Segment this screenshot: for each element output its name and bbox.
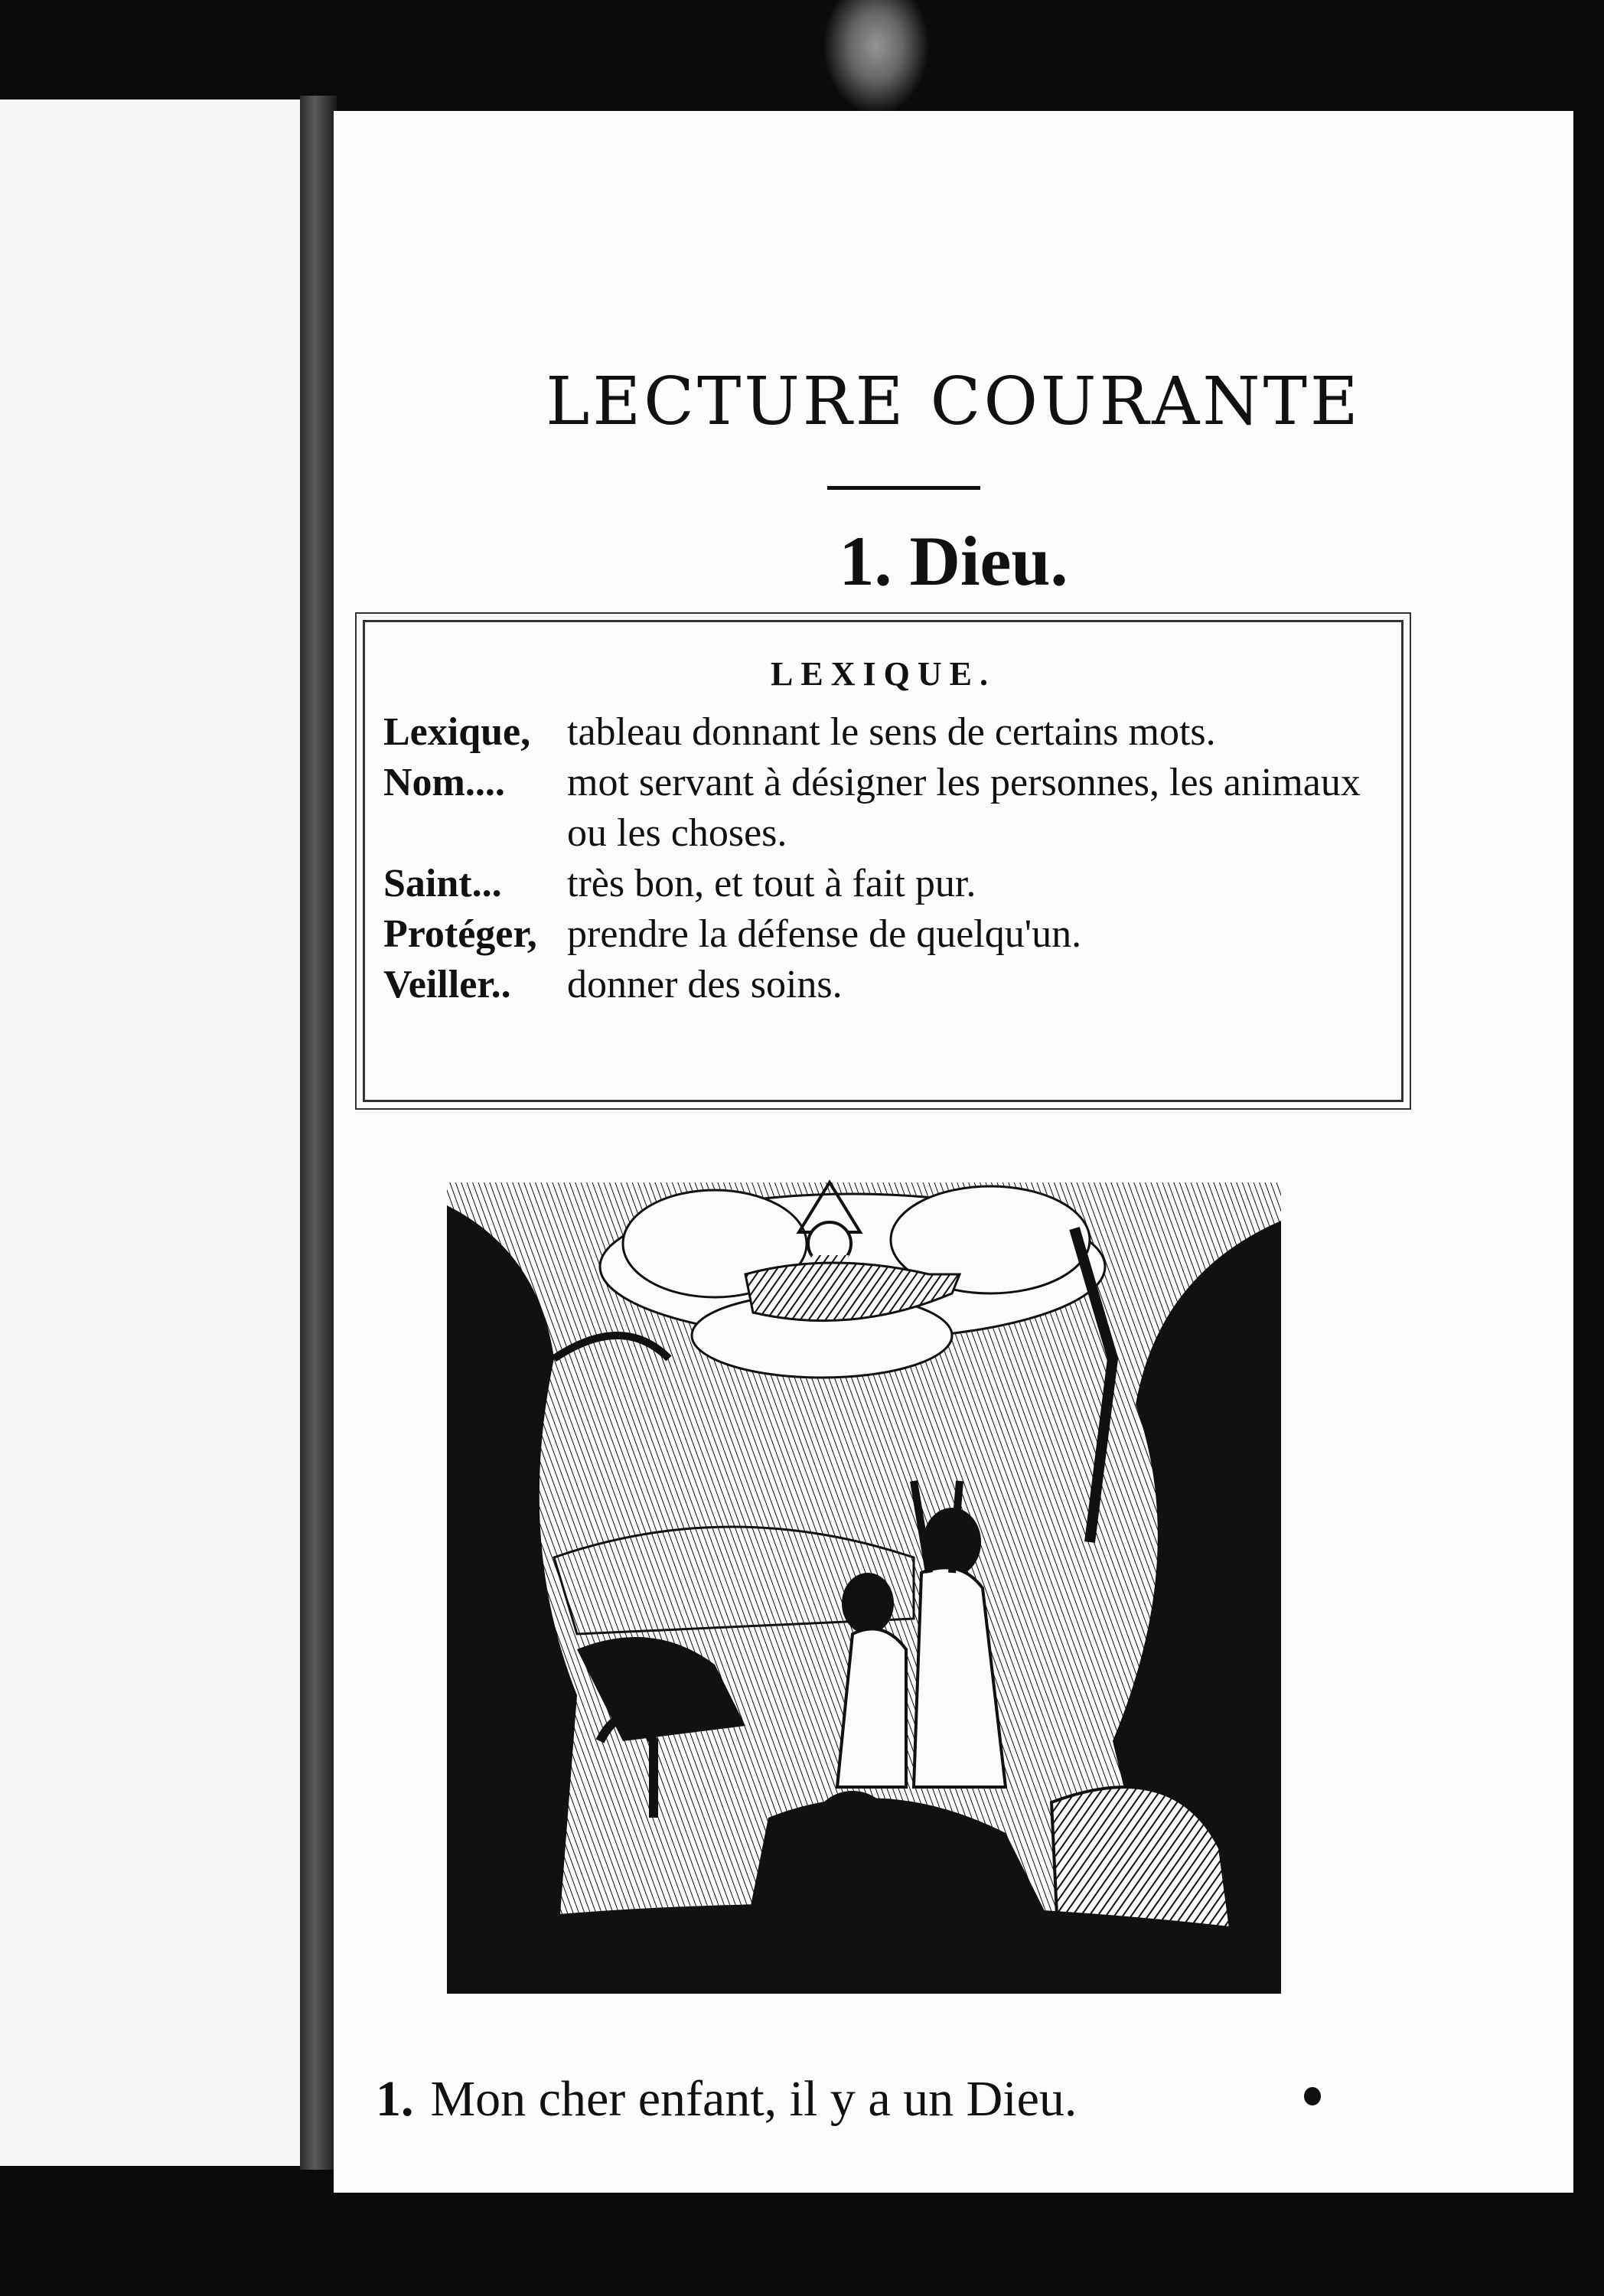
lexique-entry bbox=[383, 960, 1383, 1010]
lexique-entry bbox=[383, 859, 1383, 909]
ink-blot bbox=[1304, 2087, 1321, 2105]
lexique-term: Veiller.. bbox=[383, 963, 511, 1006]
lexique-definition: tableau donnant le sens de certains mots. bbox=[567, 710, 1216, 754]
scan-speck bbox=[823, 0, 930, 115]
heading-rule bbox=[827, 486, 980, 490]
lexique-definition: mot servant à désigner les personnes, les animaux ou les choses. bbox=[567, 761, 1361, 855]
creation-engraving bbox=[424, 1159, 1304, 2040]
lesson-title: 1. Dieu. bbox=[839, 522, 1068, 600]
lexique-definition: très bon, et tout à fait pur. bbox=[567, 862, 976, 905]
lexique-definition: prendre la défense de quelqu'un. bbox=[567, 912, 1082, 956]
lexique-term: Saint... bbox=[383, 862, 502, 905]
lexique-entry bbox=[383, 909, 1383, 960]
lexique-term: Lexique, bbox=[383, 710, 531, 754]
book-spine bbox=[300, 96, 337, 2170]
lexique-box bbox=[363, 620, 1404, 1102]
sentence-number: 1. bbox=[376, 2071, 414, 2127]
book-page bbox=[334, 111, 1573, 2193]
lexique-entry bbox=[383, 707, 1383, 758]
lexique-definition: donner des soins. bbox=[567, 963, 843, 1006]
lexique-term: Nom.... bbox=[383, 761, 505, 804]
sentence-text: Mon cher enfant, il y a un Dieu. bbox=[430, 2071, 1077, 2127]
left-page-edge bbox=[0, 99, 306, 2166]
page-heading: LECTURE COURANTE bbox=[546, 364, 1361, 440]
reading-sentence bbox=[376, 2070, 1077, 2128]
lexique-entry bbox=[383, 758, 1383, 859]
lexique-term: Protéger, bbox=[383, 912, 537, 956]
lexique-heading: LEXIQUE. bbox=[771, 655, 996, 693]
